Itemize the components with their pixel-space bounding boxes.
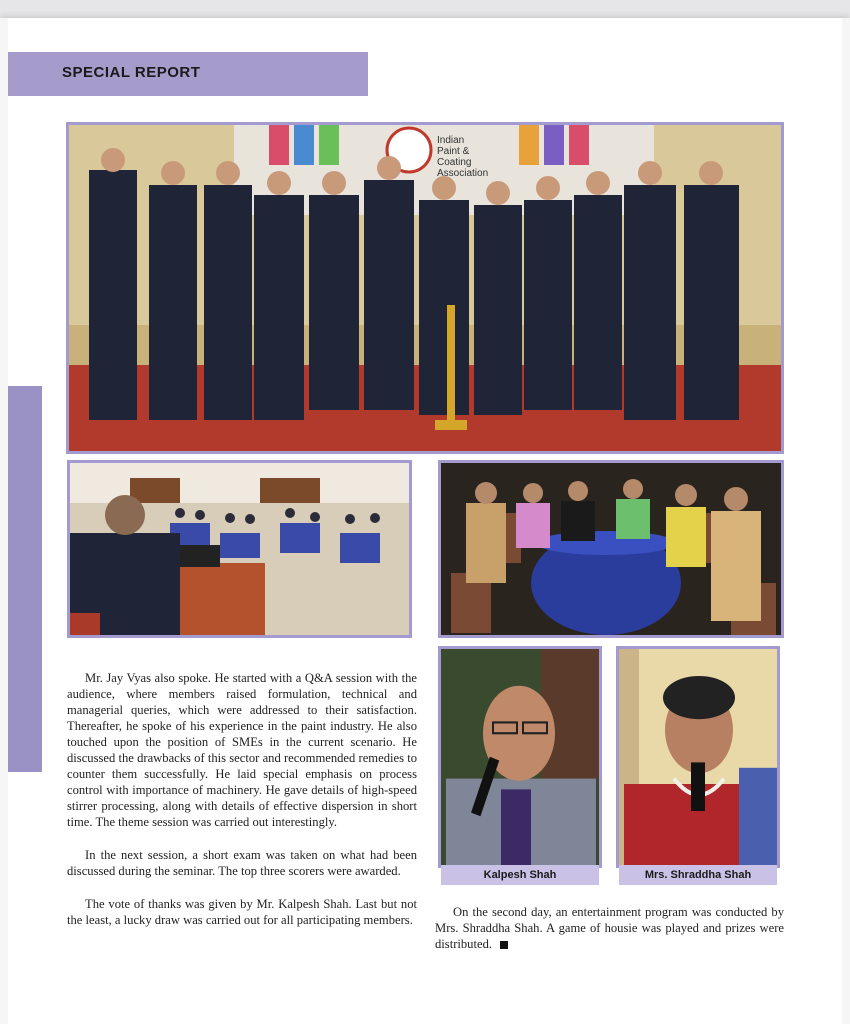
banner-line: Indian [437,135,465,146]
group-photo [66,122,784,454]
article-left-column [67,670,417,945]
article-right-column [435,904,784,952]
banner-line: Paint & [437,146,470,157]
section-label: SPECIAL REPORT [62,64,201,81]
article-paragraph: Mr. Jay Vyas also spoke. He started with a Q&A session with the audience, where members raised formulation, technical and managerial queries, which were addressed to their satisfaction. Thereafter, he spoke of his experience in the paint industry. He also touched upon the position of SMEs in the current scenario. He discussed the drawbacks of this sector and recommended remedies to counter them successfully. He laid special emphasis on process control with importance of machinery. He gave details of high-speed stirrer processing, along with details of effective dispersion in short time. The theme session was carried out interestingly. [67,671,417,829]
article-paragraph: The vote of thanks was given by Mr. Kalpesh Shah. Last but not the least, a lucky draw was carried out for all participating members. [67,897,417,927]
side-accent-bar [8,386,42,772]
article-paragraph-text: On the second day, an entertainment program was conducted by Mrs. Shraddha Shah. A game of housie was played and prizes were distributed. [435,905,784,951]
article-paragraph: In the next session, a short exam was taken on what had been discussed during the seminar. The top three scorers were awarded. [67,848,417,878]
magazine-page [0,18,850,1024]
round-table-photo [438,460,784,638]
photo-caption-kalpesh: Kalpesh Shah [441,865,599,885]
shraddha-shah-portrait [616,646,780,868]
page-content [8,18,842,1024]
article-paragraph-right [435,904,784,952]
seminar-hall-photo [67,460,412,638]
section-header [8,52,368,96]
banner-line: Association [437,168,489,179]
end-of-article-mark [500,941,508,949]
association-banner [437,135,488,179]
kalpesh-shah-portrait [438,646,602,868]
banner-line: Coating [437,157,472,168]
photo-caption-shraddha: Mrs. Shraddha Shah [619,865,777,885]
